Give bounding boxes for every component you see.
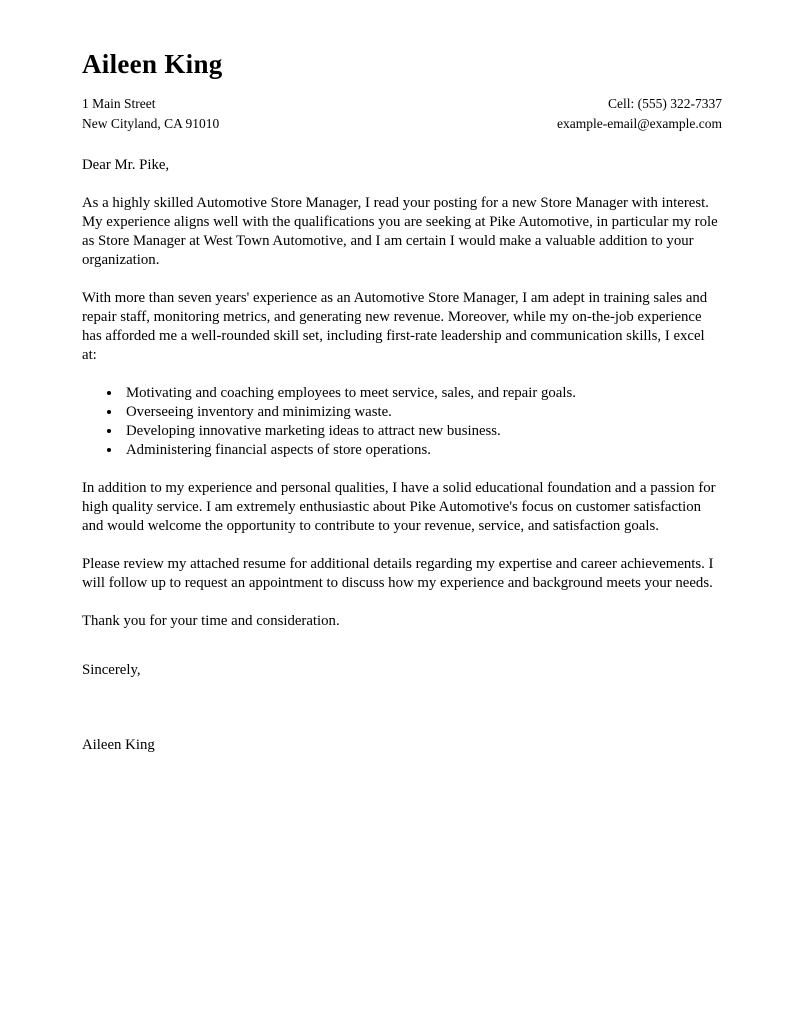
paragraph-experience: With more than seven years' experience as an Automotive Store Manager, I am adept in training sales and repair staff, monitoring metrics, and generating new revenue. Moreover, while my on-the-job experience has afforded me a well-rounded skill set, including first-rate leadership and communication skills, I excel at: — [82, 290, 708, 363]
paragraph-followup: Please review my attached resume for additional details regarding my expertise and career achievements. I will follow up to request an appointment to discuss how my experience and background meets your needs. — [82, 555, 714, 591]
list-item: • Overseeing inventory and minimizing waste. — [122, 403, 722, 422]
address-line-2: New Cityland, CA 91010 — [82, 116, 220, 131]
list-item: • Developing innovative marketing ideas to attract new business. — [122, 422, 722, 441]
paragraph-qualities: In addition to my experience and personal qualities, I have a solid educational foundation and a passion for high quality service. I am extremely enthusiastic about Pike Automotive's focus on customer satisfaction and would welcome the opportunity to contribute to your revenue, service, and satisfaction goals. — [82, 479, 716, 534]
contact-block — [82, 94, 722, 134]
email-address: example-email@example.com — [557, 116, 722, 131]
list-item: • Motivating and coaching employees to meet service, sales, and repair goals. — [122, 384, 722, 403]
contact-details — [557, 94, 722, 134]
list-item: • Administering financial aspects of store operations. — [122, 441, 722, 460]
closing-line: Sincerely, — [82, 661, 141, 678]
thanks-line: Thank you for your time and consideration. — [82, 612, 340, 629]
paragraph-intro: As a highly skilled Automotive Store Manager, I read your posting for a new Store Manager with interest. My experience aligns well with the qualifications you are seeking at Pike Automotive, in particular my role as Store Manager at West Town Automotive, and I am certain I would make a valuable addition to your organization. — [82, 195, 718, 268]
salutation: Dear Mr. Pike, — [82, 157, 170, 173]
skills-list — [82, 384, 722, 460]
address-line-1: 1 Main Street — [82, 96, 156, 111]
contact-address — [82, 94, 219, 134]
page-title: Aileen King — [82, 49, 223, 79]
signature-name: Aileen King — [82, 736, 155, 753]
phone-number: Cell: (555) 322-7337 — [608, 96, 722, 111]
